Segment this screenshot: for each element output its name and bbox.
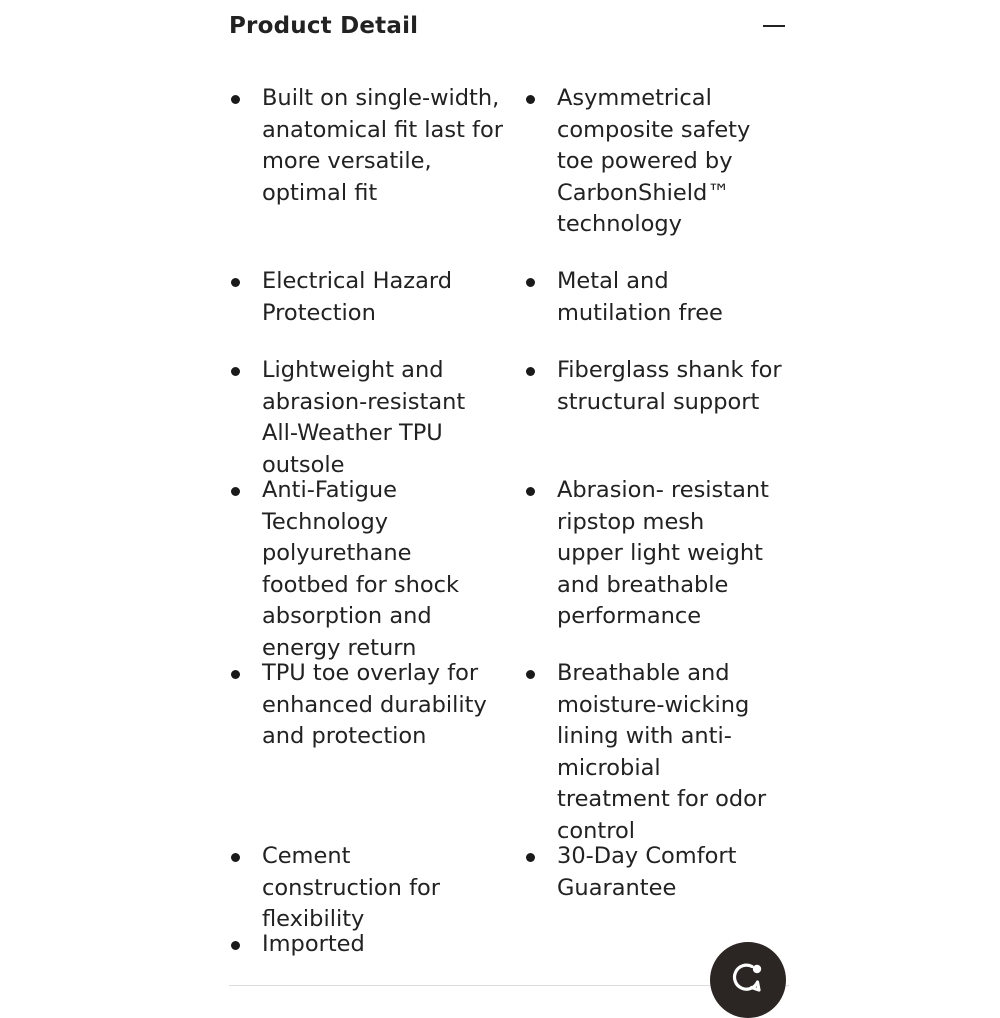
bullet-icon [526, 670, 535, 679]
bullet-icon [526, 278, 535, 287]
bullet-icon [526, 95, 535, 104]
bullet-icon [231, 670, 240, 679]
bullet-icon [526, 367, 535, 376]
detail-item-text: Lightweight and abrasion-resistant All-Weather TPU outsole [262, 357, 466, 478]
detail-item-text: TPU toe overlay for enhanced durability and protection [262, 660, 487, 749]
detail-item-text: Built on single-width, anatomical fit last for more versatile, optimal fit [262, 85, 503, 206]
detail-item-text: Cement construction for flexibility [262, 843, 441, 932]
bullet-icon [231, 367, 240, 376]
section-title: Product Detail [229, 13, 419, 39]
collapse-button[interactable] [759, 10, 789, 40]
bullet-icon [231, 487, 240, 496]
bullet-icon [231, 941, 240, 950]
detail-item-text: Metal and mutilation free [557, 268, 723, 326]
product-detail-header[interactable] [229, 8, 789, 44]
detail-item-text: Anti-Fatigue Technology polyurethane footbed for shock absorption and energy return [262, 477, 460, 661]
minus-icon [763, 25, 785, 27]
detail-item-text: Asymmetrical composite safety toe powered by CarbonShield™ technology [557, 85, 751, 237]
bullet-icon [526, 853, 535, 862]
section-divider [229, 985, 789, 986]
bullet-icon [231, 278, 240, 287]
chat-icon [730, 960, 766, 996]
detail-item-text: Imported [262, 931, 365, 957]
bullet-icon [231, 853, 240, 862]
bullet-icon [231, 95, 240, 104]
chat-button[interactable] [710, 942, 786, 1018]
detail-item-text: Electrical Hazard Protection [262, 268, 453, 326]
detail-item-text: 30-Day Comfort Guarantee [557, 843, 737, 901]
detail-item-text: Abrasion- resistant ripstop mesh upper light weight and breathable performance [557, 477, 769, 629]
detail-item-text: Breathable and moisture-wicking lining with anti-microbial treatment for odor control [557, 660, 767, 844]
bullet-icon [526, 487, 535, 496]
detail-item-text: Fiberglass shank for structural support [557, 357, 782, 415]
